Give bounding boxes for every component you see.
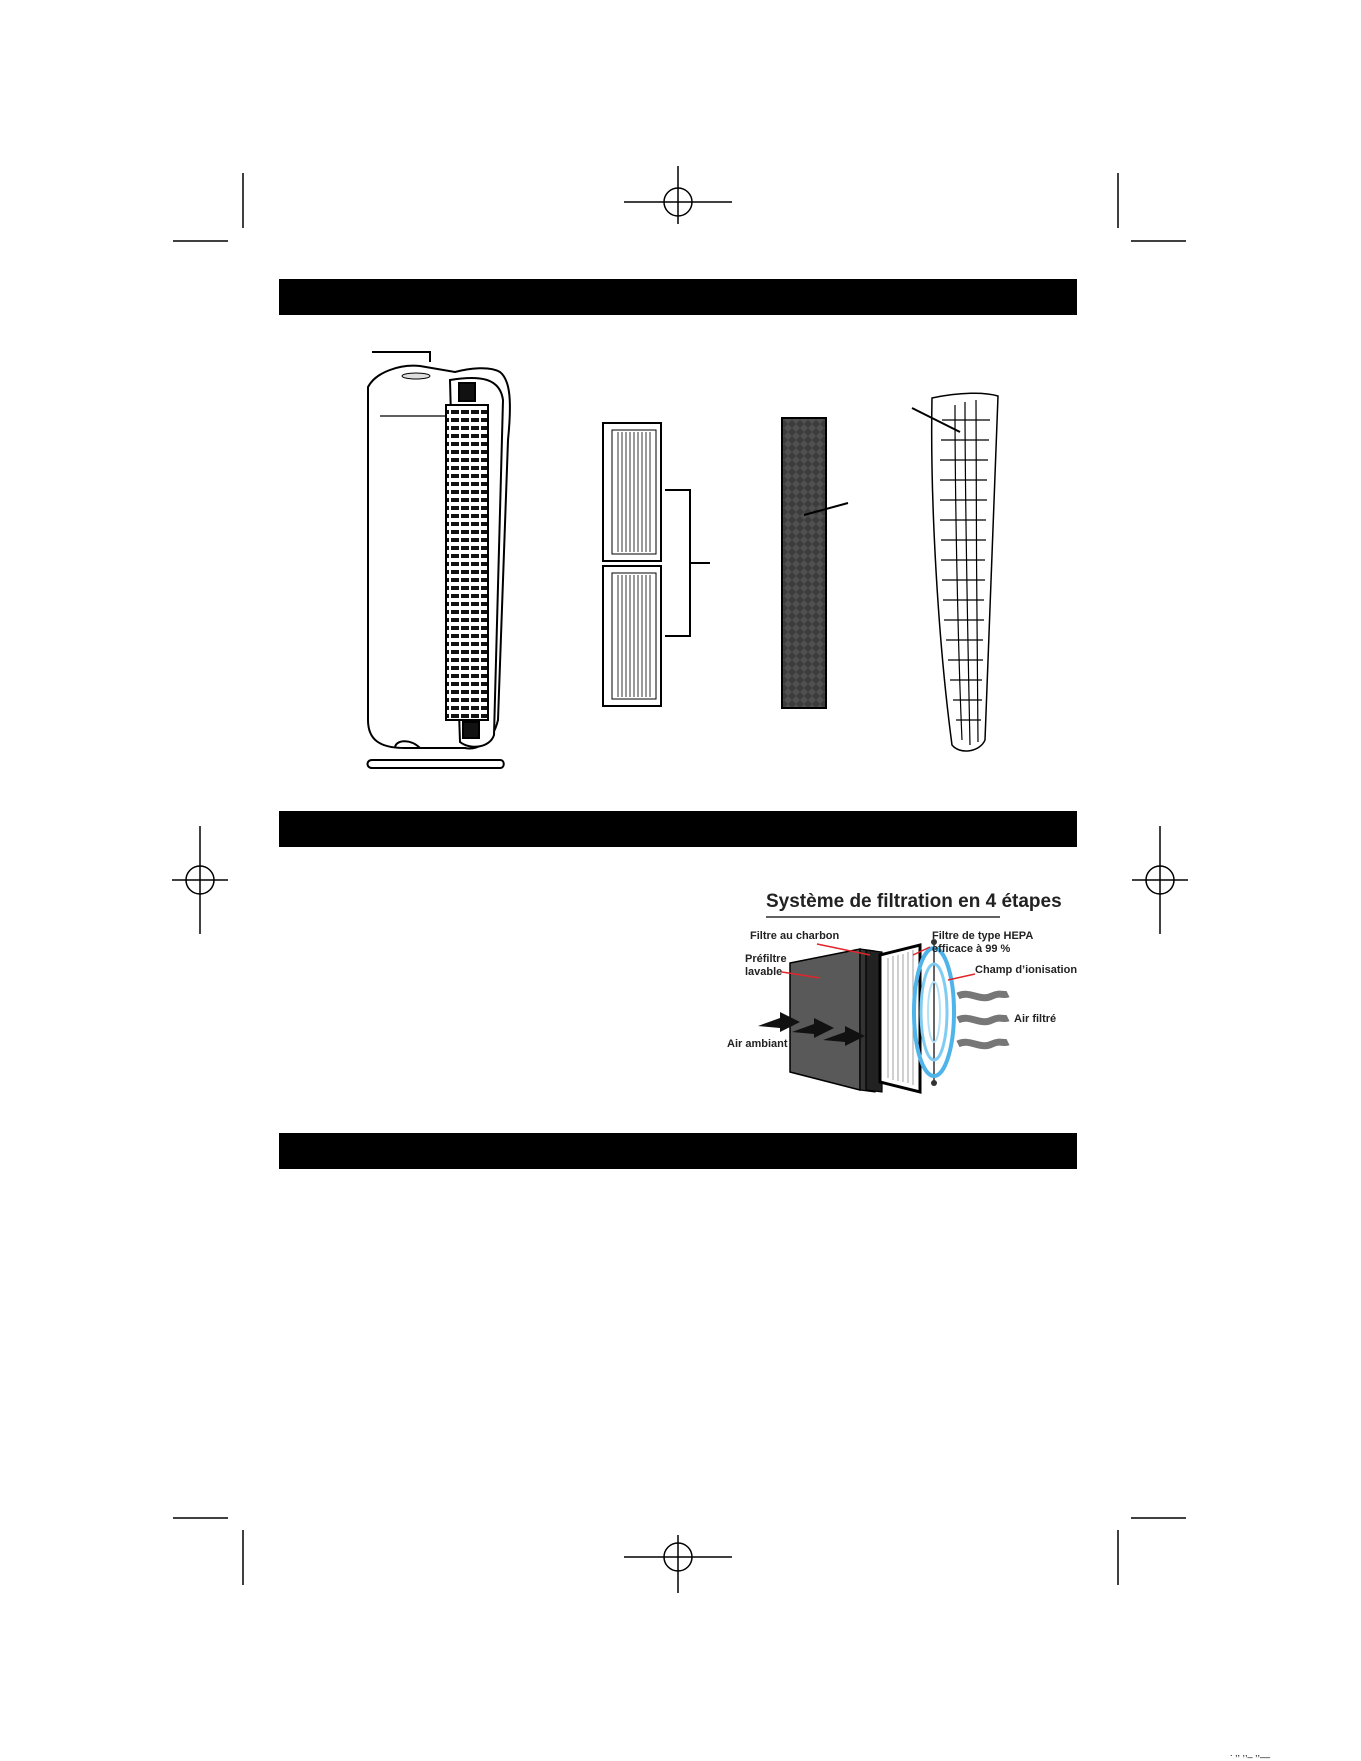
- label-carbon-filter: Filtre au charbon: [750, 930, 840, 942]
- label-hepa-line2: efficace à 99 %: [932, 943, 1011, 955]
- label-prefilter-line1: Préfiltre: [745, 953, 787, 965]
- label-filtered-air: Air filtré: [1014, 1013, 1057, 1025]
- label-ionization: Champ d’ionisation: [975, 964, 1078, 976]
- label-prefilter-line2: lavable: [745, 966, 783, 978]
- svg-text:. ,, ,,_ ,,__: . ,, ,,_ ,,__: [1230, 1748, 1271, 1758]
- filtered-air-arrows: [958, 994, 1008, 1046]
- prefilter-block: [790, 949, 875, 1092]
- diagram-title: Système de filtration en 4 étapes: [766, 891, 1062, 912]
- label-ambient-air: Air ambiant: [727, 1038, 788, 1050]
- label-hepa-line1: Filtre de type HEPA: [932, 930, 1034, 942]
